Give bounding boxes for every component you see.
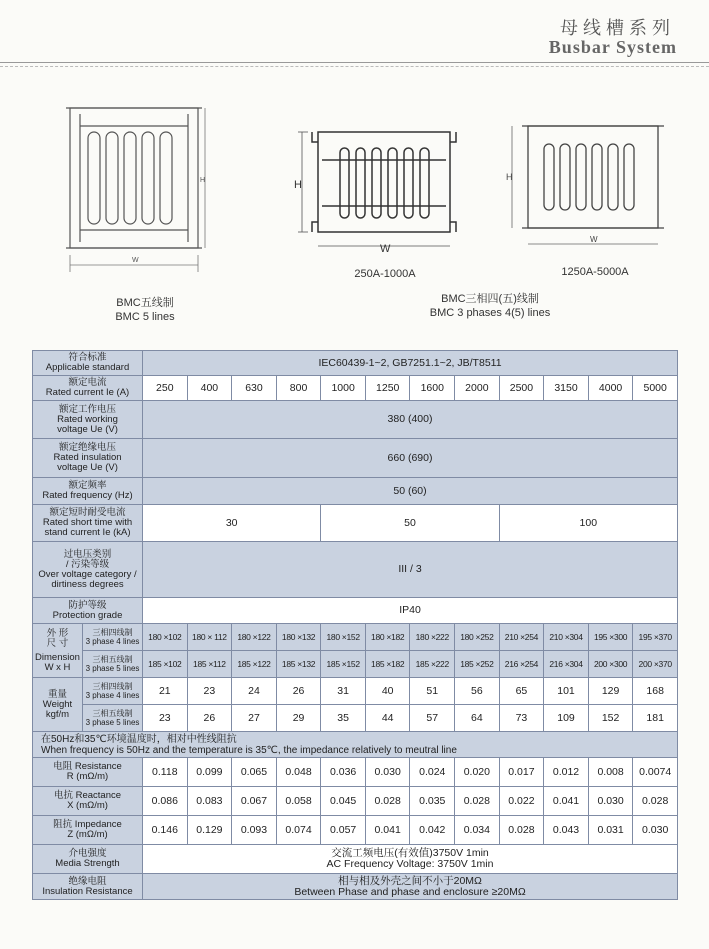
dimension-4-label — [83, 624, 143, 651]
wv-cn: 额定工作电压 — [59, 403, 117, 415]
st-en2: stand current Ie (kA) — [44, 527, 131, 538]
reactance-cell: 0.028 — [633, 787, 678, 816]
bmc5-caption-cn: BMC五线制 — [116, 297, 174, 309]
dimension-cell: 185 ×252 — [455, 651, 500, 678]
short-time-value: 30 — [143, 505, 321, 542]
dimension-cell: 180 ×102 — [143, 624, 188, 651]
dim4-en: 3 phase 4 lines — [85, 637, 140, 646]
impedance-cell: 0.042 — [410, 816, 455, 845]
dim4-cn: 三相四线制 — [92, 628, 133, 637]
current-cell: 1250 — [365, 376, 410, 401]
wt4-en: 3 phase 4 lines — [85, 691, 140, 700]
wv-en2: voltage Ue (V) — [57, 423, 118, 435]
reactance-cell: 0.067 — [232, 787, 277, 816]
current-cell: 630 — [232, 376, 277, 401]
wt-en2: kgf/m — [45, 708, 70, 720]
impedance-cell: 0.129 — [187, 816, 232, 845]
dim-en2: W x H — [44, 661, 71, 673]
resistance-label — [33, 758, 143, 787]
weight-cell: 129 — [588, 678, 633, 705]
weight-cell: 73 — [499, 705, 544, 732]
current-cell: 4000 — [588, 376, 633, 401]
dimension-cell: 216 ×254 — [499, 651, 544, 678]
bmc3-caption-cn: BMC三相四(五)线制 — [441, 293, 539, 305]
impedance-cell: 0.030 — [633, 816, 678, 845]
ms-line1: 交流工频电压(有效值)3750V 1min — [331, 847, 489, 859]
iv-en2: voltage Ue (V) — [57, 462, 118, 473]
dim5-en: 3 phase 5 lines — [85, 664, 140, 673]
reactance-cell: 0.083 — [187, 787, 232, 816]
bmc3-caption — [400, 292, 580, 320]
impedance-cell: 0.146 — [143, 816, 188, 845]
ir-line1: 相与相及外壳之间不小于20MΩ — [338, 874, 482, 887]
row-resistance — [33, 758, 678, 787]
impedance-cell: 0.028 — [499, 816, 544, 845]
dimension-cell: 180 ×182 — [365, 624, 410, 651]
header-rule-dashed — [0, 66, 709, 67]
protection-label — [33, 598, 143, 624]
reactance-cell: 0.030 — [588, 787, 633, 816]
res-en: R (mΩ/m) — [66, 771, 109, 782]
media-strength-label — [33, 845, 143, 874]
freq-cn: 额定频率 — [68, 480, 107, 491]
weight-cell: 65 — [499, 678, 544, 705]
weight-cell: 40 — [365, 678, 410, 705]
dimension-5-label — [83, 651, 143, 678]
row-standard — [33, 351, 678, 376]
impedance-cell: 0.043 — [544, 816, 589, 845]
weight-cell: 31 — [321, 678, 366, 705]
bmc5-h-label: H — [200, 177, 206, 184]
row-insulation-voltage — [33, 439, 678, 478]
bmc5-w-label: W — [132, 257, 139, 264]
header-rule — [0, 62, 709, 63]
freq-en: Rated frequency (Hz) — [42, 490, 133, 501]
rea-cn: 电抗 Reactance — [53, 790, 122, 801]
weight-cell: 26 — [276, 678, 321, 705]
current-label-cn: 额定电流 — [68, 377, 107, 388]
weight-cell: 64 — [455, 705, 500, 732]
dimension-cell: 180 × 112 — [187, 624, 232, 651]
resistance-cell: 0.020 — [455, 758, 500, 787]
ir-en: Insulation Resistance — [42, 885, 133, 897]
dimension-cell: 185 ×112 — [187, 651, 232, 678]
weight-cell: 57 — [410, 705, 455, 732]
resistance-cell: 0.030 — [365, 758, 410, 787]
current-label-en: Rated current Ie (A) — [45, 387, 130, 398]
ov-cn2: / 污染等级 — [65, 558, 110, 570]
working-voltage-label — [33, 401, 143, 439]
standard-label-en: Applicable standard — [45, 362, 130, 373]
insulation-resistance-value — [143, 874, 678, 900]
media-strength-value — [143, 845, 678, 874]
row-current — [33, 376, 678, 401]
reactance-cell: 0.086 — [143, 787, 188, 816]
weight-cell: 168 — [633, 678, 678, 705]
bmc3-250-range: 250A-1000A — [354, 268, 416, 280]
ir-line2: Between Phase and phase and enclosure ≥20MΩ — [294, 885, 526, 898]
iv-en1: Rated insulation — [53, 452, 122, 463]
insulation-resistance-label — [33, 874, 143, 900]
row-overvoltage — [33, 542, 678, 598]
dimension-cell: 180 ×122 — [232, 624, 277, 651]
rea-en: X (mΩ/m) — [67, 800, 108, 811]
standard-label — [33, 351, 143, 376]
current-cell: 250 — [143, 376, 188, 401]
weight-4-label — [83, 678, 143, 705]
resistance-cell: 0.017 — [499, 758, 544, 787]
standard-label-cn: 符合标准 — [68, 352, 107, 363]
reactance-cell: 0.028 — [365, 787, 410, 816]
ov-en2: dirtiness degrees — [51, 578, 124, 590]
wt-cn: 重量 — [47, 688, 67, 700]
weight-5-label — [83, 705, 143, 732]
bmc3-250-w-label: W — [380, 243, 391, 255]
row-weight-5 — [33, 705, 678, 732]
dimension-label — [33, 624, 83, 678]
reactance-cell: 0.035 — [410, 787, 455, 816]
current-cell: 800 — [276, 376, 321, 401]
reactance-cell: 0.058 — [276, 787, 321, 816]
pg-cn: 防护等级 — [68, 599, 107, 611]
row-reactance — [33, 787, 678, 816]
dimension-cell: 200 ×300 — [588, 651, 633, 678]
short-time-label — [33, 505, 143, 542]
current-cell: 2500 — [499, 376, 544, 401]
overvoltage-value: III / 3 — [143, 542, 678, 598]
impedance-cell: 0.057 — [321, 816, 366, 845]
resistance-cell: 0.024 — [410, 758, 455, 787]
res-cn: 电阻 Resistance — [53, 761, 122, 772]
wv-en1: Rated working — [57, 413, 118, 425]
bmc3-1250-range: 1250A-5000A — [561, 266, 629, 278]
dimension-cell: 185 ×152 — [321, 651, 366, 678]
frequency-label — [33, 478, 143, 505]
ms-en: Media Strength — [55, 858, 120, 869]
dimension-cell: 185 ×222 — [410, 651, 455, 678]
weight-cell: 152 — [588, 705, 633, 732]
dimension-cell: 180 ×252 — [455, 624, 500, 651]
dim-cn2: 尺 寸 — [46, 637, 69, 649]
bmc5-caption-en: BMC 5 lines — [115, 311, 175, 323]
row-insulation-resistance — [33, 874, 678, 900]
imp-en: Z (mΩ/m) — [67, 829, 108, 840]
dimension-cell: 216 ×304 — [544, 651, 589, 678]
row-protection — [33, 598, 678, 624]
weight-cell: 24 — [232, 678, 277, 705]
bmc3-250-h-label: H — [294, 179, 302, 191]
short-time-value: 100 — [499, 505, 677, 542]
wt5-en: 3 phase 5 lines — [85, 718, 140, 727]
dimension-cell: 185 ×122 — [232, 651, 277, 678]
note-cn: 在50Hz和35℃环境温度时，相对中性线阻抗 — [41, 733, 237, 745]
resistance-cell: 0.048 — [276, 758, 321, 787]
weight-cell: 181 — [633, 705, 678, 732]
insulation-voltage-value: 660 (690) — [143, 439, 678, 478]
impedance-note — [33, 732, 678, 758]
protection-value: IP40 — [143, 598, 678, 624]
row-weight-4 — [33, 678, 678, 705]
st-cn: 额定短时耐受电流 — [49, 507, 126, 518]
bmc3-1250-w-label: W — [590, 235, 598, 244]
resistance-cell: 0.065 — [232, 758, 277, 787]
resistance-cell: 0.118 — [143, 758, 188, 787]
resistance-cell: 0.008 — [588, 758, 633, 787]
dim-cn1: 外 形 — [46, 627, 69, 639]
weight-cell: 21 — [143, 678, 188, 705]
wt5-cn: 三相五线制 — [92, 709, 133, 718]
dimension-cell: 195 ×300 — [588, 624, 633, 651]
header-title-cn: 母线槽系列 — [560, 18, 675, 39]
current-cell: 5000 — [633, 376, 678, 401]
current-label — [33, 376, 143, 401]
current-cell: 400 — [187, 376, 232, 401]
dimension-cell: 200 ×370 — [633, 651, 678, 678]
weight-cell: 101 — [544, 678, 589, 705]
frequency-value: 50 (60) — [143, 478, 678, 505]
row-short-time — [33, 505, 678, 542]
row-media-strength — [33, 845, 678, 874]
current-cell: 1000 — [321, 376, 366, 401]
resistance-cell: 0.0074 — [633, 758, 678, 787]
reactance-cell: 0.045 — [321, 787, 366, 816]
weight-cell: 56 — [455, 678, 500, 705]
dimension-cell: 185 ×102 — [143, 651, 188, 678]
weight-cell: 23 — [143, 705, 188, 732]
impedance-cell: 0.074 — [276, 816, 321, 845]
row-dimension-5 — [33, 651, 678, 678]
resistance-cell: 0.036 — [321, 758, 366, 787]
dimension-cell: 185 ×182 — [365, 651, 410, 678]
imp-cn: 阻抗 Impedance — [53, 819, 122, 830]
impedance-cell: 0.093 — [232, 816, 277, 845]
overvoltage-label — [33, 542, 143, 598]
dimension-cell: 210 ×254 — [499, 624, 544, 651]
resistance-cell: 0.012 — [544, 758, 589, 787]
bmc3-1250-diagram — [500, 118, 675, 258]
impedance-cell: 0.031 — [588, 816, 633, 845]
working-voltage-value: 380 (400) — [143, 401, 678, 439]
weight-cell: 35 — [321, 705, 366, 732]
row-note — [33, 732, 678, 758]
impedance-cell: 0.041 — [365, 816, 410, 845]
ms-cn: 介电强度 — [68, 848, 107, 859]
dimension-cell: 195 ×370 — [633, 624, 678, 651]
reactance-label — [33, 787, 143, 816]
ov-en1: Over voltage category / — [38, 568, 137, 580]
impedance-cell: 0.034 — [455, 816, 500, 845]
weight-cell: 109 — [544, 705, 589, 732]
pg-en: Protection grade — [52, 609, 123, 621]
row-impedance — [33, 816, 678, 845]
row-working-voltage — [33, 401, 678, 439]
st-en1: Rated short time with — [42, 517, 133, 528]
bmc3-caption-en: BMC 3 phases 4(5) lines — [429, 307, 551, 319]
weight-cell: 51 — [410, 678, 455, 705]
bmc3-1250-h-label: H — [506, 172, 513, 182]
dim5-cn: 三相五线制 — [92, 655, 133, 664]
weight-cell: 23 — [187, 678, 232, 705]
weight-cell: 26 — [187, 705, 232, 732]
wt4-cn: 三相四线制 — [92, 682, 133, 691]
spec-table — [32, 350, 678, 900]
row-dimension-4 — [33, 624, 678, 651]
current-cell: 2000 — [455, 376, 500, 401]
bmc5-diagram — [60, 100, 210, 280]
weight-cell: 27 — [232, 705, 277, 732]
bmc3-250-diagram — [290, 122, 470, 262]
iv-cn: 额定绝缘电压 — [59, 442, 117, 453]
dimension-cell: 185 ×132 — [276, 651, 321, 678]
dimension-cell: 180 ×222 — [410, 624, 455, 651]
standard-value: IEC60439-1~2, GB7251.1~2, JB/T8511 — [143, 351, 678, 376]
dimension-cell: 180 ×132 — [276, 624, 321, 651]
weight-cell: 44 — [365, 705, 410, 732]
reactance-cell: 0.041 — [544, 787, 589, 816]
bmc5-caption — [80, 296, 210, 324]
weight-label — [33, 678, 83, 732]
reactance-cell: 0.022 — [499, 787, 544, 816]
weight-cell: 29 — [276, 705, 321, 732]
header-title-en: Busbar System — [548, 37, 677, 57]
ir-cn: 绝缘电阻 — [68, 875, 107, 887]
dimension-cell: 180 ×152 — [321, 624, 366, 651]
row-frequency — [33, 478, 678, 505]
dimension-cell: 210 ×304 — [544, 624, 589, 651]
ms-line2: AC Frequency Voltage: 3750V 1min — [326, 858, 494, 870]
insulation-voltage-label — [33, 439, 143, 478]
current-cell: 3150 — [544, 376, 589, 401]
resistance-cell: 0.099 — [187, 758, 232, 787]
dim-en1: Dimension — [35, 651, 80, 663]
impedance-label — [33, 816, 143, 845]
short-time-value: 50 — [321, 505, 499, 542]
ov-cn1: 过电压类别 — [63, 548, 112, 560]
reactance-cell: 0.028 — [455, 787, 500, 816]
wt-en1: Weight — [42, 698, 73, 710]
note-en: When frequency is 50Hz and the temperature is 35℃, the impedance relatively to meutral line — [41, 744, 457, 756]
current-cell: 1600 — [410, 376, 455, 401]
